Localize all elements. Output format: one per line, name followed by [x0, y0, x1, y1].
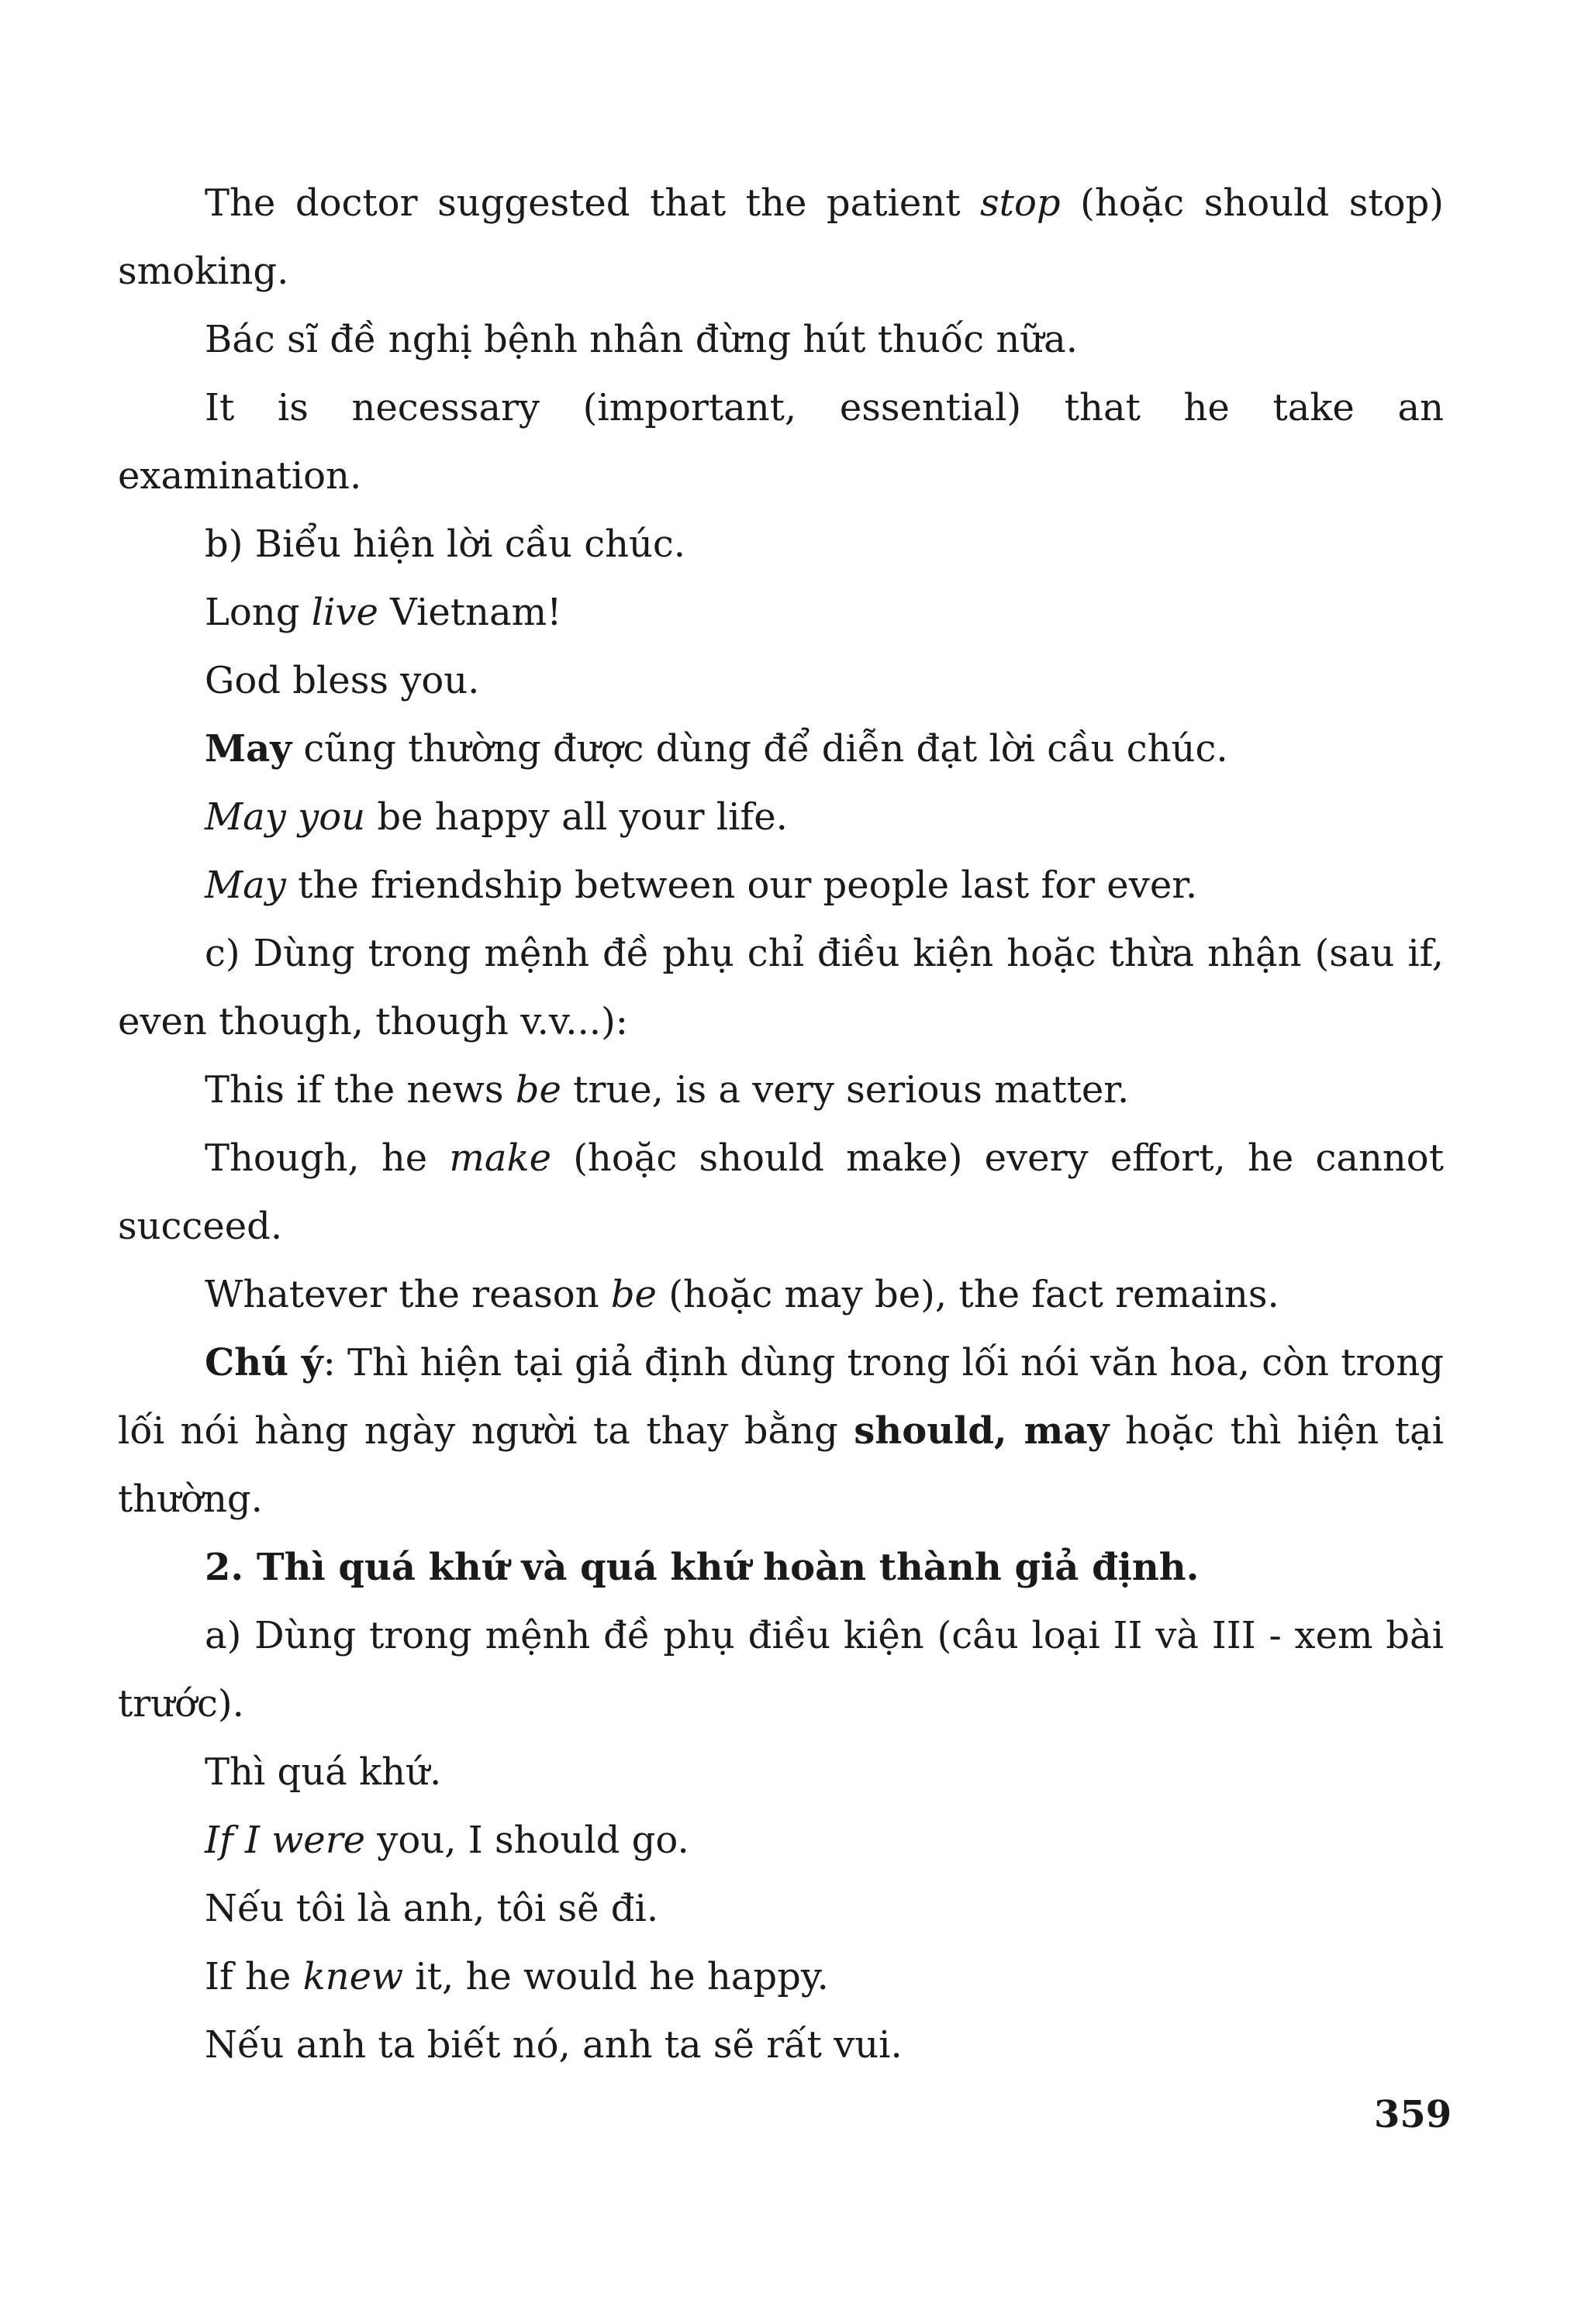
text-run: Though, he [205, 1136, 450, 1180]
text-run: true, is a very serious matter. [561, 1068, 1130, 1112]
example-god-bless: God bless you. [205, 659, 480, 702]
text-run: (hoặc may be), the fact remains. [656, 1273, 1279, 1316]
example-may-friendship [118, 851, 1444, 919]
paragraph-example-suggest [118, 169, 1444, 305]
page-number: 359 [1374, 2093, 1452, 2136]
text-run: This if the news [205, 1068, 516, 1112]
text-run: The doctor suggested that the patient [205, 181, 981, 225]
subheading-b: b) Biểu hiện lời cầu chúc. [205, 522, 686, 566]
italic-run: live [311, 591, 378, 634]
subheading-c: c) Dùng trong mệnh đề phụ chỉ điều kiện hoặc thừa nhận (sau if, even though, though v.v...): [118, 932, 1444, 1043]
label-past-tense: Thì quá khứ. [205, 1750, 442, 1794]
italic-run: make [449, 1136, 551, 1180]
bold-run: should, may [854, 1409, 1110, 1453]
example-if-i-were [118, 1806, 1444, 1874]
text-run: the friendship between our people last for ever. [285, 864, 1198, 907]
example-news [118, 1056, 1444, 1124]
text-run: it, he would he happy. [403, 1955, 829, 1998]
example-if-he-knew [118, 1943, 1444, 2011]
example-though [118, 1124, 1444, 1260]
note-paragraph [118, 1329, 1444, 1533]
text-run: (hoặc should stop) smoking. [118, 181, 1444, 293]
translation-if-he-knew: Nếu anh ta biết nó, anh ta sẽ rất vui. [205, 2023, 903, 2067]
text-run: If he [205, 1955, 303, 1998]
text-run: Whatever the reason [205, 1273, 611, 1316]
paragraph-may-note [118, 715, 1444, 783]
text-run: Vietnam! [378, 591, 562, 634]
italic-run: May [205, 864, 286, 907]
text-run: Long [205, 591, 312, 634]
text-run: : Thì hiện tại giả định dùng trong lối nói văn hoa, còn trong lối nói hàng ngày người ta thay bằng [118, 1341, 1444, 1453]
text-run: cũng thường được dùng để diễn đạt lời cầu chúc. [292, 727, 1228, 771]
text-run: be happy all your life. [365, 795, 788, 839]
bold-run: May [205, 727, 292, 771]
translation-if-i-were: Nếu tôi là anh, tôi sẽ đi. [205, 1887, 659, 1930]
subheading-a: a) Dùng trong mệnh đề phụ điều kiện (câu loại II và III - xem bài trước). [118, 1614, 1444, 1726]
section-heading-2: 2. Thì quá khứ và quá khứ hoàn thành giả định. [205, 1546, 1200, 1589]
italic-run: stop [980, 181, 1061, 225]
page-body [118, 169, 1444, 2079]
example-long-live [118, 578, 1444, 647]
text-run: (hoặc should make) every effort, he cannot succeed. [118, 1136, 1444, 1248]
bold-run: Chú ý [205, 1341, 323, 1384]
italic-run: If I were [205, 1819, 366, 1862]
paragraph-translation: Bác sĩ đề nghị bệnh nhân đừng hút thuốc nữa. [205, 318, 1079, 361]
paragraph-example-necessary: It is necessary (important, essential) that he take an examination. [118, 386, 1444, 498]
italic-run: May you [205, 795, 366, 839]
italic-run: be [515, 1068, 561, 1112]
example-may-you [118, 783, 1444, 851]
italic-run: be [610, 1273, 657, 1316]
text-run: hoặc thì hiện tại thường. [118, 1409, 1444, 1521]
text-run: you, I should go. [365, 1819, 689, 1862]
example-whatever [118, 1260, 1444, 1329]
italic-run: knew [302, 1955, 404, 1998]
